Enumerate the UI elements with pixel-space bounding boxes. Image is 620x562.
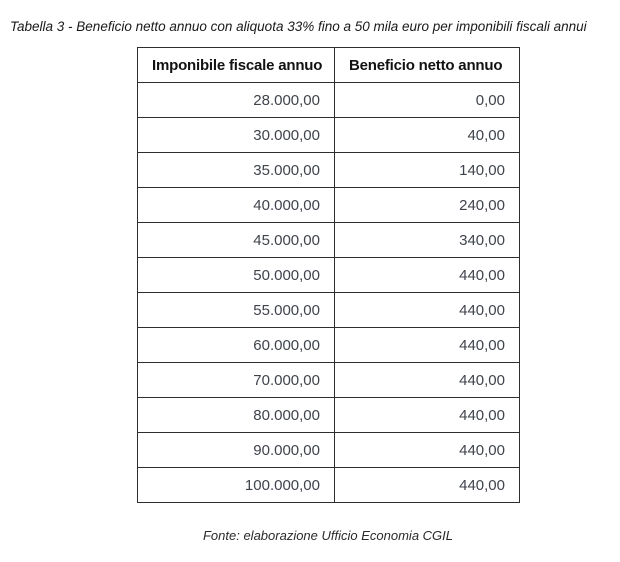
table-caption: Tabella 3 - Beneficio netto annuo con aliquota 33% fino a 50 mila euro per imponibili fiscali annui [10,19,587,34]
table-row [138,363,520,398]
imponibile-cell: 80.000,00 [138,398,335,433]
imponibile-cell: 35.000,00 [138,153,335,188]
imponibile-cell: 28.000,00 [138,83,335,118]
beneficio-cell: 40,00 [335,118,520,153]
source-note: Fonte: elaborazione Ufficio Economia CGIL [202,528,453,543]
imponibile-cell: 90.000,00 [138,433,335,468]
table-row [138,398,520,433]
table-row [138,433,520,468]
beneficio-cell: 440,00 [335,433,520,468]
table-row [138,293,520,328]
table-row [138,223,520,258]
table-row [138,468,520,503]
imponibile-cell: 40.000,00 [138,188,335,223]
table-row [138,118,520,153]
benefit-table [137,47,520,503]
beneficio-cell: 0,00 [335,83,520,118]
imponibile-cell: 50.000,00 [138,258,335,293]
beneficio-cell: 440,00 [335,398,520,433]
table-row [138,328,520,363]
table-row [138,188,520,223]
beneficio-cell: 440,00 [335,258,520,293]
table-row [138,83,520,118]
imponibile-cell: 60.000,00 [138,328,335,363]
table-row [138,153,520,188]
imponibile-cell: 45.000,00 [138,223,335,258]
header-cell-imponibile: Imponibile fiscale annuo [138,48,335,83]
beneficio-cell: 440,00 [335,363,520,398]
imponibile-cell: 70.000,00 [138,363,335,398]
imponibile-cell: 100.000,00 [138,468,335,503]
header-cell-beneficio: Beneficio netto annuo [335,48,520,83]
beneficio-cell: 240,00 [335,188,520,223]
table-row [138,258,520,293]
imponibile-cell: 55.000,00 [138,293,335,328]
beneficio-cell: 440,00 [335,328,520,363]
beneficio-cell: 440,00 [335,293,520,328]
beneficio-cell: 340,00 [335,223,520,258]
imponibile-cell: 30.000,00 [138,118,335,153]
table-header-row [138,48,520,83]
beneficio-cell: 140,00 [335,153,520,188]
beneficio-cell: 440,00 [335,468,520,503]
